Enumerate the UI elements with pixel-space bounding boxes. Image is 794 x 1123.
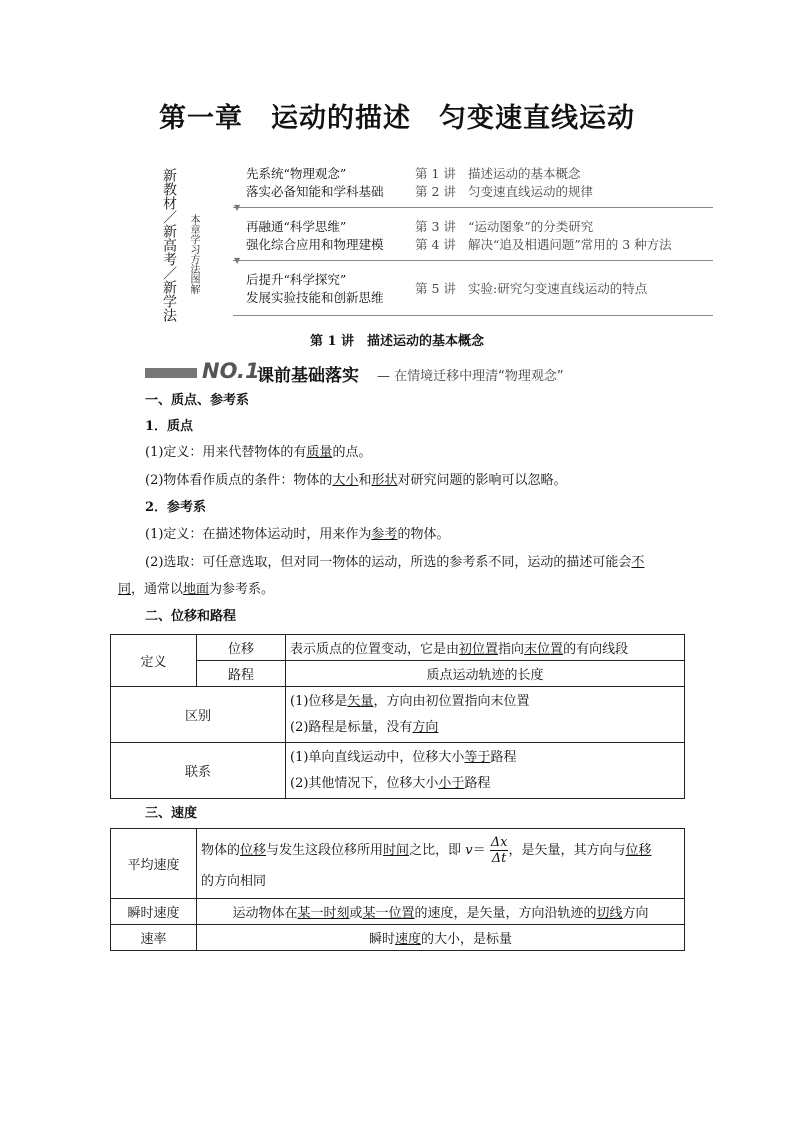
lecture-number: 第 5 讲 (415, 281, 456, 296)
velocity-table (110, 828, 685, 951)
table-cell: 速率 (111, 925, 197, 951)
table-cell: 瞬时速度的大小，是标量 (197, 925, 685, 951)
banner-vertical-text: 新教材／新高考／新学法 (161, 168, 177, 322)
section-heading: 一、质点、参考系 (145, 393, 250, 408)
overview-line: 再融通“科学思维” (246, 219, 347, 234)
overview-line: 发展实验技能和创新思维 (246, 290, 384, 305)
divider (233, 260, 713, 261)
overview-section-1 (0, 165, 794, 205)
lecture-number: 第 1 讲 (415, 166, 456, 181)
chapter-title: 第一章 运动的描述 匀变速直线运动 (159, 103, 635, 134)
lecture-name: 匀变速直线运动的规律 (468, 184, 594, 199)
table-cell: 联系 (111, 743, 286, 799)
banner-bar (145, 368, 197, 378)
lecture-name: 实验:研究匀变速直线运动的特点 (468, 281, 648, 296)
subsection-heading: 1．质点 (145, 419, 194, 434)
banner-title: 课前基础落实 (257, 366, 359, 386)
paragraph: (1)定义：用来代替物体的有质量的点。 (145, 445, 372, 460)
banner-subtitle: — 在情境迁移中理清“物理观念” (377, 369, 564, 384)
table-cell: 位移 (197, 635, 286, 661)
subsection-heading: 2．参考系 (145, 500, 207, 515)
lecture-name: 解决“追及相遇问题”常用的 3 种方法 (468, 237, 672, 252)
lecture-number: 第 2 讲 (415, 184, 456, 199)
banner-number: NO.1 (202, 359, 260, 383)
displacement-path-table (110, 634, 685, 799)
overview-line: 先系统“物理观念” (246, 166, 347, 181)
lecture-title: 第 1 讲 描述运动的基本概念 (309, 334, 485, 349)
table-cell: 物体的位移与发生这段位移所用时间之比，即 v＝ $\frac{\Delta x}{\Delta t}$ ，是矢量，其方向与位移 的方向相同 (197, 829, 685, 899)
overview-line: 落实必备知能和学科基础 (246, 184, 384, 199)
fraction: $\frac{\Delta x}{\Delta t}$ (490, 835, 508, 866)
divider (233, 207, 713, 208)
table-cell: 运动物体在某一时刻或某一位置的速度，是矢量，方向沿轨迹的切线方向 (197, 899, 685, 925)
overview-section-2 (0, 218, 794, 258)
table-cell: 质点运动轨迹的长度 (286, 661, 685, 687)
divider (233, 315, 713, 316)
method-diagram-label: 本章学习方法图解 (188, 214, 199, 294)
lecture-name: 描述运动的基本概念 (468, 166, 581, 181)
table-cell: 表示质点的位置变动，它是由初位置指向末位置的有向线段 (286, 635, 685, 661)
lecture-name: “运动图象”的分类研究 (468, 219, 594, 234)
table-cell: 平均速度 (111, 829, 197, 899)
arrow-down-icon: ▼ (234, 203, 241, 212)
table-cell: (1)单向直线运动中，位移大小等于路程 (2)其他情况下，位移大小小于路程 (286, 743, 685, 799)
paragraph: (2)选取：可任意选取，但对同一物体的运动，所选的参考系不同，运动的描述可能会不 (145, 555, 645, 570)
overview-line: 强化综合应用和物理建模 (246, 237, 384, 252)
overview-line: 后提升“科学探究” (246, 272, 347, 287)
table-cell: 瞬时速度 (111, 899, 197, 925)
table-cell: (1)位移是矢量，方向由初位置指向末位置 (2)路程是标量，没有方向 (286, 687, 685, 743)
overview-section-3 (0, 271, 794, 311)
table-cell: 路程 (197, 661, 286, 687)
paragraph: 同，通常以地面为参考系。 (118, 582, 275, 597)
paragraph: (2)物体看作质点的条件：物体的大小和形状对研究问题的影响可以忽略。 (145, 473, 567, 488)
table-cell: 定义 (111, 635, 197, 687)
arrow-down-icon: ▼ (234, 256, 241, 265)
table-cell: 区别 (111, 687, 286, 743)
lecture-number: 第 3 讲 (415, 219, 456, 234)
lecture-number: 第 4 讲 (415, 237, 456, 252)
section-heading: 三、速度 (145, 806, 198, 821)
paragraph: (1)定义：在描述物体运动时，用来作为参考的物体。 (145, 527, 450, 542)
section-heading: 二、位移和路程 (145, 609, 237, 624)
